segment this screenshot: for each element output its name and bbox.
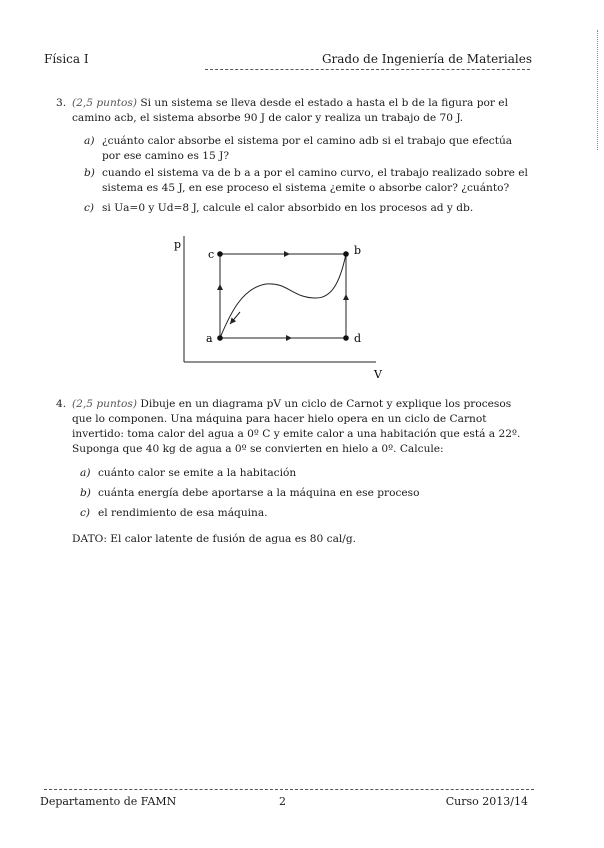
item-text: ¿cuánto calor absorbe el sistema por el camino adb si el trabajo que efectúa por ese camino es 15 J? <box>102 135 513 162</box>
item-label: b) <box>80 487 91 499</box>
problem-3-item-b <box>84 166 530 196</box>
footer-page-number: 2 <box>279 795 286 808</box>
problem-4-points: (2,5 puntos) <box>72 398 137 410</box>
problem-4-text: Dibuje en un diagrama pV un ciclo de Carnot y explique los procesos que lo componen. Una máquina para hacer hielo opera en un ciclo de Carnot invertido: toma calor del agua a 0º C y emite calor a una habitación que está a 22º. Suponga que 40 kg de agua a 0º se convierten en hielo a 0º. Calcule: <box>72 398 521 455</box>
footer-rule <box>44 789 534 790</box>
item-text: cuánta energía debe aportarse a la máquina en ese proceso <box>98 487 420 499</box>
problem-4-number: 4. <box>56 398 67 410</box>
item-text: el rendimiento de esa máquina. <box>98 507 268 519</box>
label-a: a <box>206 332 213 345</box>
footer-department: Departamento de FAMN <box>40 795 177 808</box>
label-c: c <box>208 248 215 261</box>
footer-course-year: Curso 2013/14 <box>445 795 528 808</box>
problem-3-item-c <box>84 201 530 216</box>
item-label: b) <box>84 167 95 179</box>
x-axis-label: V <box>374 368 382 380</box>
item-label: c) <box>80 507 91 519</box>
problem-3-item-a <box>84 134 530 164</box>
page-edge-mark <box>597 30 598 150</box>
pv-diagram <box>170 232 390 380</box>
item-text: cuando el sistema va de b a a por el camino curvo, el trabajo realizado sobre el sistema es 45 J, en ese proceso el sistema ¿emite o absorbe calor? ¿cuánto? <box>102 167 528 194</box>
problem-4-item-b <box>80 486 530 501</box>
item-text: si Ua=0 y Ud=8 J, calcule el calor absorbido en los procesos ad y db. <box>102 202 474 214</box>
point-a <box>217 335 223 341</box>
label-d: d <box>354 332 362 345</box>
header-rule <box>205 69 530 70</box>
header-course: Física I <box>44 52 89 66</box>
header-degree: Grado de Ingeniería de Materiales <box>321 52 532 66</box>
point-c <box>217 251 223 257</box>
point-d <box>343 335 349 341</box>
problem-4-item-a <box>80 466 530 481</box>
item-label: a) <box>84 135 95 147</box>
problem-3-number: 3. <box>56 97 67 109</box>
y-axis-label: p <box>174 238 182 251</box>
problem-3 <box>56 96 532 126</box>
problem-4 <box>56 397 532 457</box>
path-ba-curve <box>220 254 346 338</box>
problem-4-item-c <box>80 506 530 521</box>
label-b: b <box>354 244 362 257</box>
point-b <box>343 251 349 257</box>
item-label: a) <box>80 467 91 479</box>
item-text: cuánto calor se emite a la habitación <box>98 467 297 479</box>
problem-3-points: (2,5 puntos) <box>72 97 137 109</box>
item-label: c) <box>84 202 95 214</box>
problem-3-text: Si un sistema se lleva desde el estado a hasta el b de la figura por el camino acb, el sistema absorbe 90 J de calor y realiza un trabajo de 70 J. <box>72 97 508 124</box>
problem-4-dato: DATO: El calor latente de fusión de agua es 80 cal/g. <box>72 533 356 545</box>
